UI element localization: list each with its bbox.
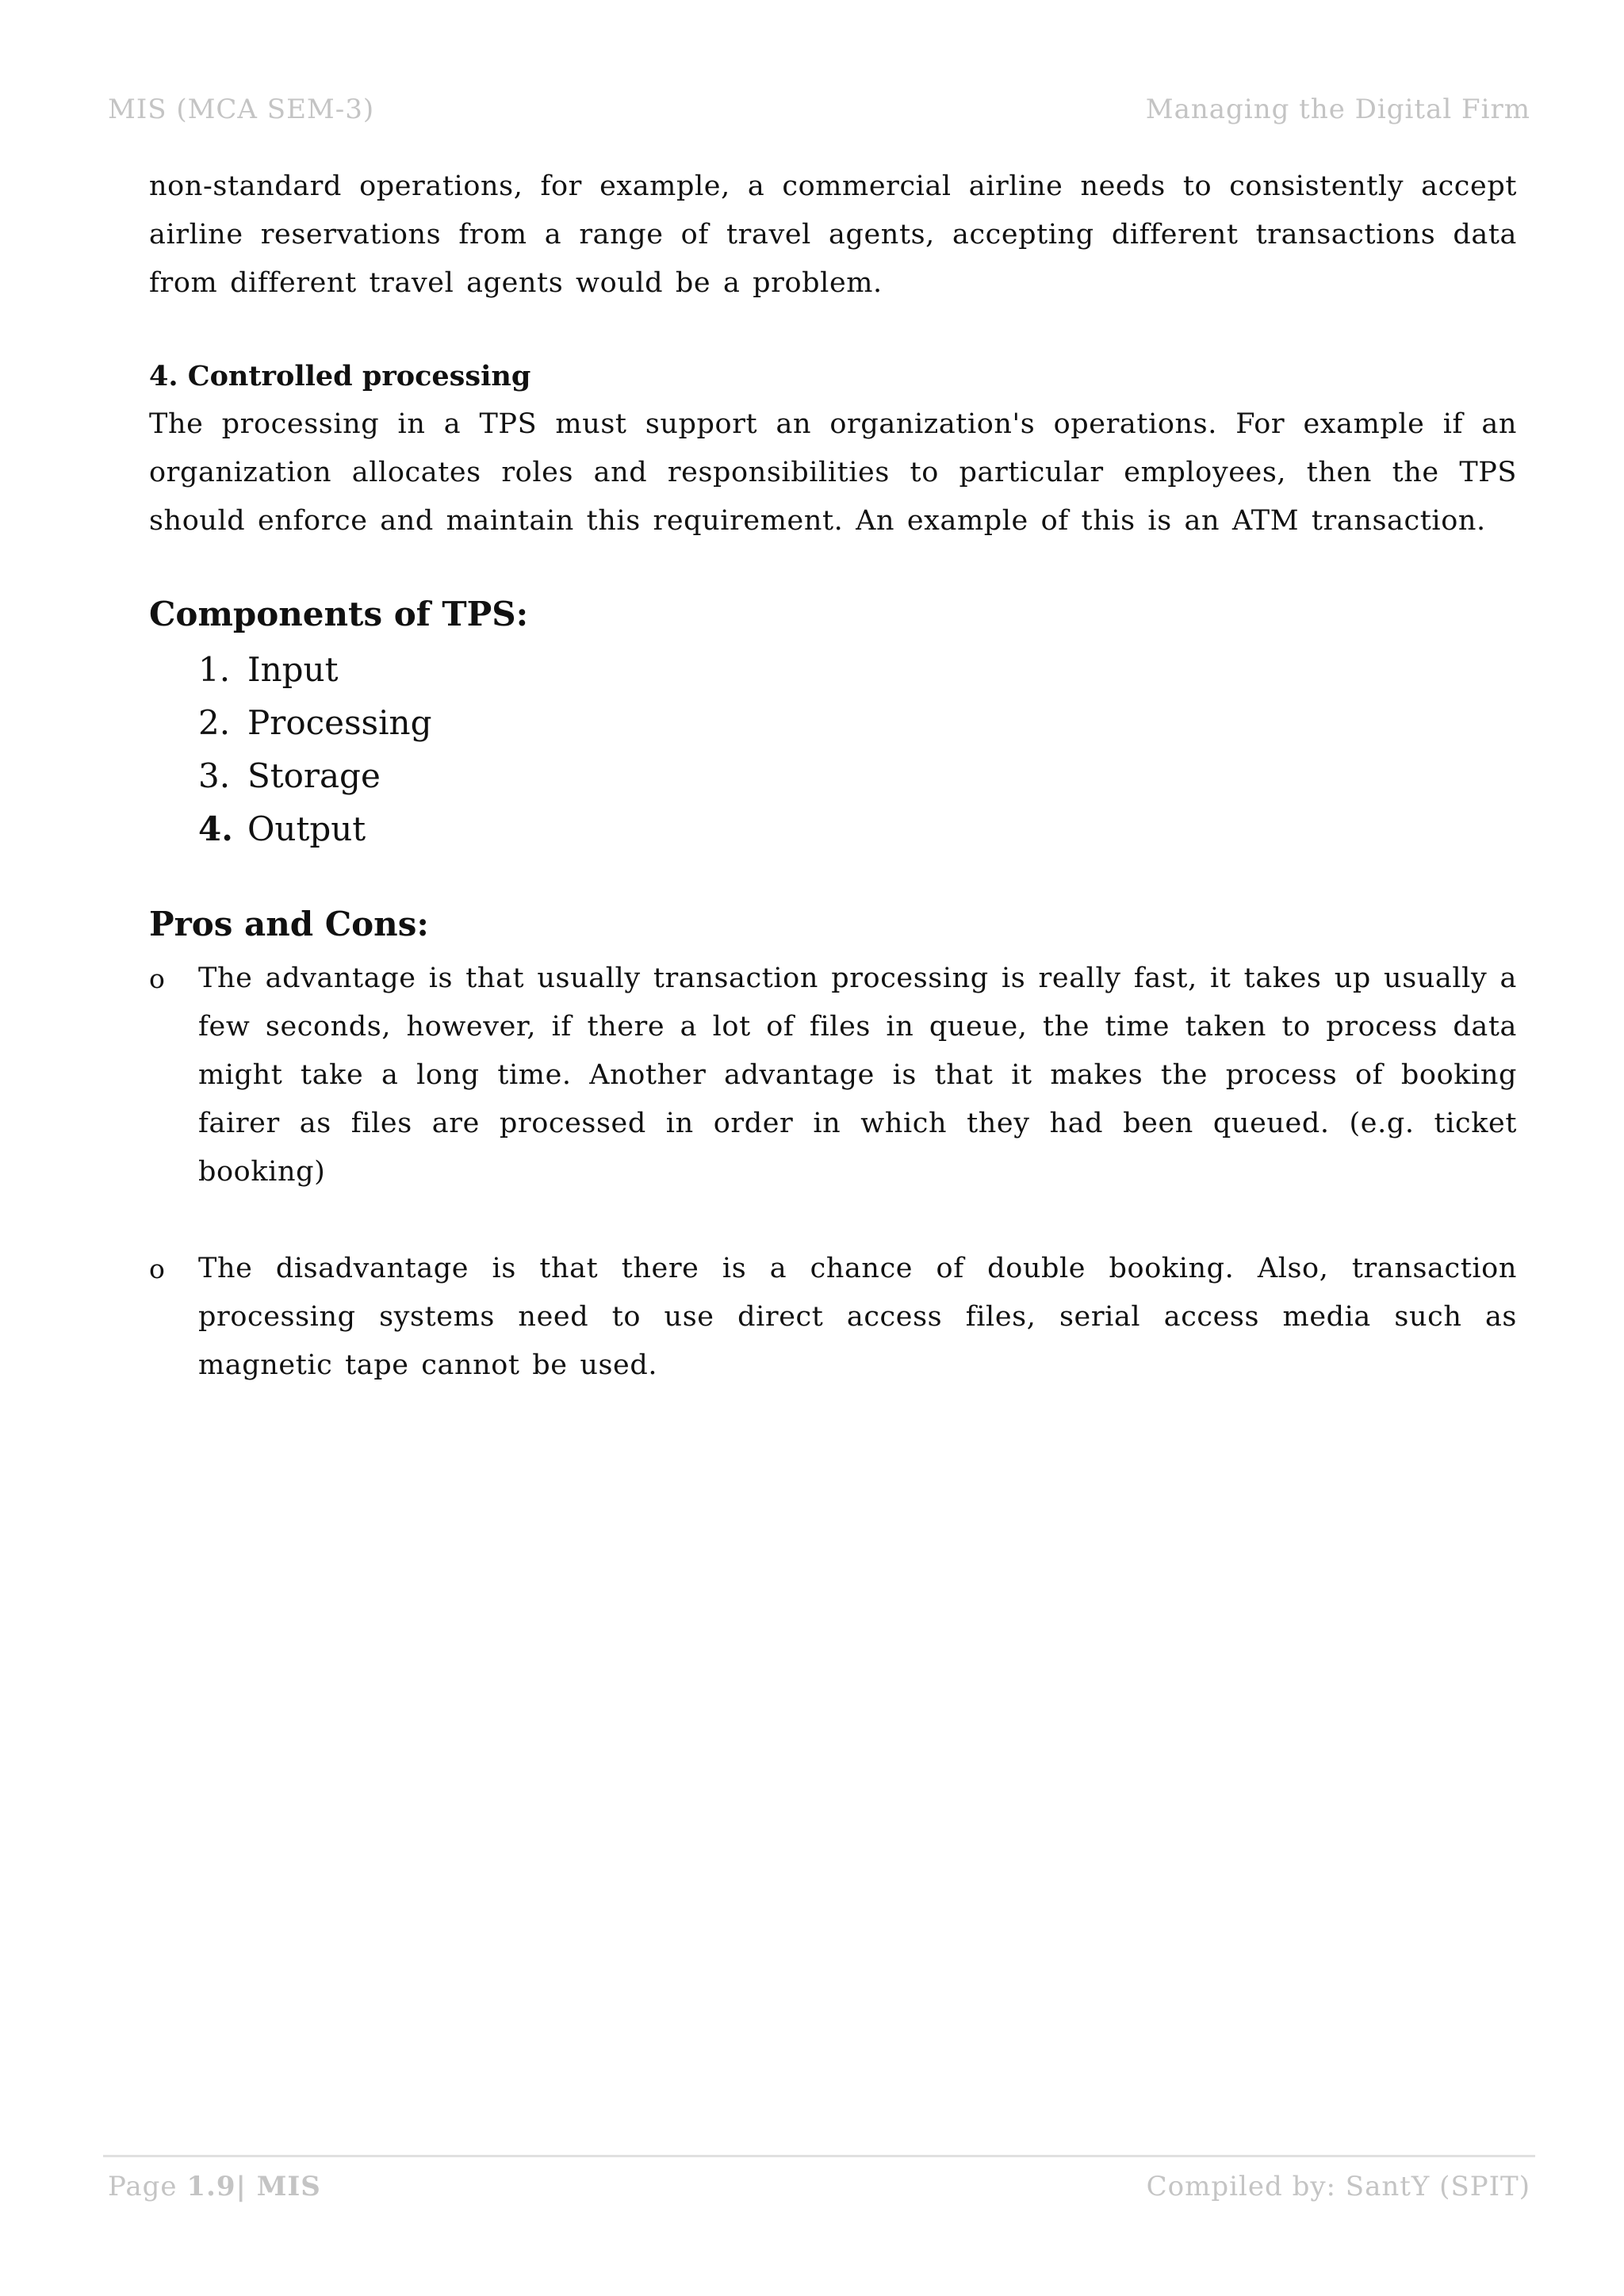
- page-content: [149, 163, 1517, 1390]
- footer-separator: |: [236, 2171, 257, 2202]
- components-title: Components of TPS:: [149, 595, 529, 633]
- footer-page-prefix: Page: [108, 2171, 187, 2202]
- header-course: MIS (MCA SEM-3): [108, 94, 375, 125]
- list-item: [149, 643, 1517, 696]
- footer-page-info: [108, 2171, 321, 2202]
- footer-compiler: Compiled by: SantY (SPIT): [1146, 2171, 1530, 2202]
- list-item: [149, 802, 1517, 855]
- list-item-label: Processing: [247, 703, 432, 742]
- list-item-label: Storage: [247, 756, 381, 795]
- list-item-number: 2.: [198, 703, 231, 742]
- list-item-label: Input: [247, 650, 339, 689]
- footer-subject: MIS: [256, 2171, 321, 2202]
- disadvantage-text: The disadvantage is that there is a chance of double booking. Also, transaction processing systems need to use direct access files, serial access media such as magnetic tape cannot be used.: [198, 1253, 1517, 1381]
- pros-cons-list: [149, 955, 1517, 1390]
- list-item: [149, 749, 1517, 802]
- footer-page-number: 1.9: [186, 2171, 236, 2202]
- list-item-number: 4.: [198, 809, 233, 848]
- components-list: [149, 643, 1517, 855]
- bullet-marker: o: [149, 963, 165, 994]
- header-chapter: Managing the Digital Firm: [1145, 94, 1530, 125]
- list-item: [149, 955, 1517, 1196]
- pros-cons-title: Pros and Cons:: [149, 905, 429, 943]
- list-item-number: 3.: [198, 756, 231, 795]
- controlled-processing-text: The processing in a TPS must support an organization's operations. For example if an organization allocates roles and responsibilities to particular employees, then the TPS should enforce and maintain this requirement. An example of this is an ATM transaction.: [149, 408, 1517, 537]
- list-item: [149, 696, 1517, 749]
- controlled-processing-heading: 4. Controlled processing: [149, 360, 531, 392]
- advantage-text: The advantage is that usually transaction processing is really fast, it takes up usually a few seconds, however, if there a lot of files in queue, the time taken to process data might take a long time. Another advantage is that it makes the process of booking fairer as files are processed in order in which they had been queued. (e.g. ticket booking): [198, 962, 1517, 1188]
- list-item-number: 1.: [198, 650, 231, 689]
- intro-paragraph: non-standard operations, for example, a commercial airline needs to consistently accept airline reservations from a range of travel agents, accepting different transactions data from different travel agents would be a problem.: [149, 170, 1517, 299]
- footer-divider: [103, 2155, 1535, 2157]
- list-item-label: Output: [247, 809, 366, 848]
- list-item: [149, 1245, 1517, 1390]
- bullet-marker: o: [149, 1253, 165, 1284]
